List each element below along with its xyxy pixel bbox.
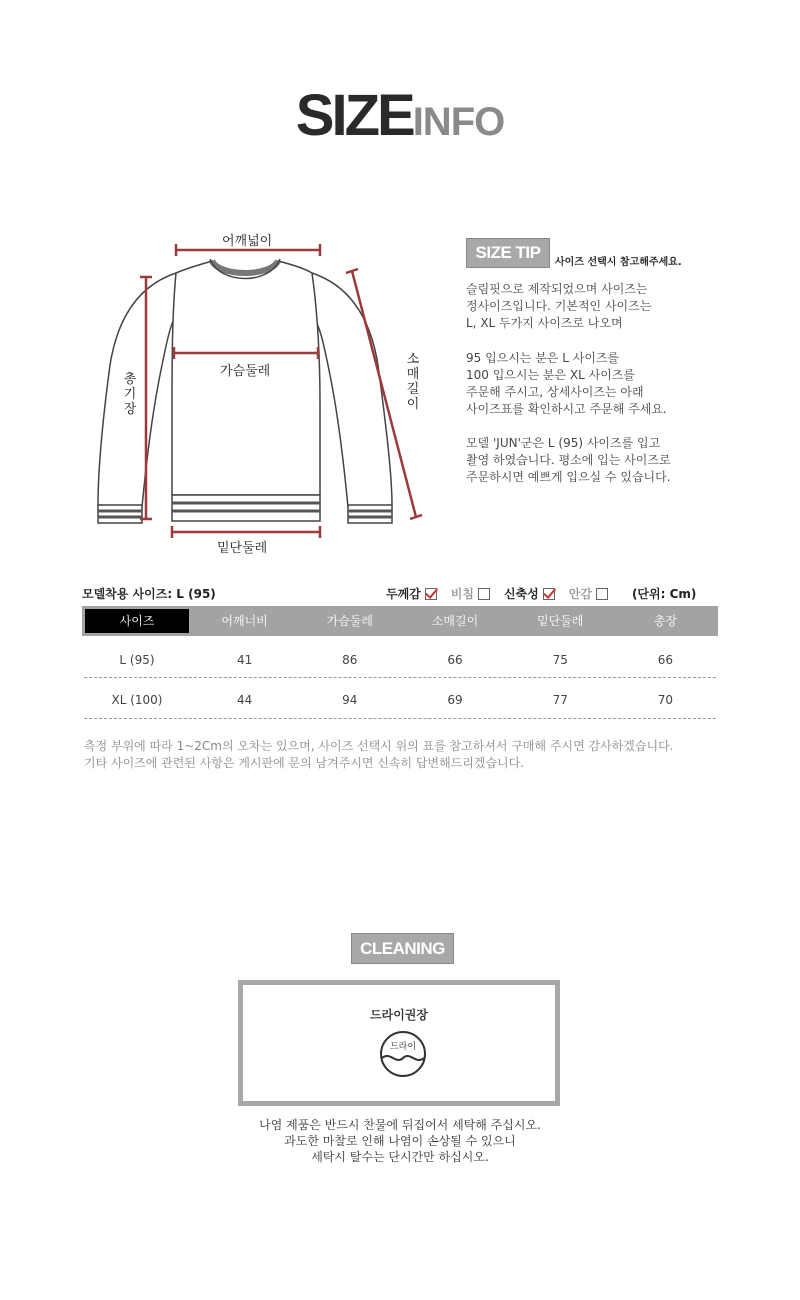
header-hem: 밑단둘레: [537, 614, 584, 628]
header-length: 총장: [653, 614, 677, 628]
unit-label: (단위: Cm): [631, 587, 697, 601]
table-cell: 41: [236, 653, 253, 667]
header-chest: 가슴둘레: [326, 614, 373, 628]
measurement-note: 측정 부위에 따라 1~2Cm의 오차는 있으며, 사이즈 선택시 위의 표를 참고하셔서 구매해 주시면 감사하겠습니다.: [84, 739, 674, 753]
table-row: [82, 653, 718, 667]
right-sleeve: [312, 273, 392, 507]
model-size: 모델착용 사이즈: L (95): [82, 587, 216, 601]
row-divider: [84, 677, 716, 678]
total-length-label: 총기장: [123, 372, 137, 417]
collar: [212, 261, 278, 273]
option-thickness-label: 두께감: [386, 587, 421, 601]
option-lining-checkbox: [596, 588, 608, 600]
table-cell: XL (100): [111, 693, 163, 707]
fabric-options: [386, 585, 696, 602]
header-size: 사이즈: [85, 609, 189, 633]
chest-label: 가슴둘레: [220, 364, 271, 379]
option-sheer-checkbox: [478, 588, 490, 600]
waistband: [172, 495, 320, 521]
right-cuff: [348, 505, 392, 523]
size-tip-paragraph-2: 95 입으시는 분은 L 사이즈를 100 입으시는 분은 XL 사이즈를 주문해 주시고, 상세사이즈는 아래 사이즈표를 확인하시고 주문해 주세요.: [466, 351, 667, 416]
wash-instruction-2: 과도한 마찰로 인해 나염이 손상될 수 있으니: [284, 1134, 516, 1148]
size-tip-badge: SIZE TIP: [466, 238, 550, 268]
dry-clean-icon-text: 드라이: [389, 1042, 417, 1052]
title-main: SIZE: [295, 83, 413, 148]
table-cell: L (95): [119, 653, 155, 667]
left-cuff: [98, 505, 142, 523]
size-tip-paragraph-3: 모델 'JUN'군은 L (95) 사이즈를 입고 촬영 하였습니다. 평소에 입는 사이즈로 주문하시면 예쁘게 입으실 수 있습니다.: [466, 436, 671, 484]
option-stretch-checkbox: [543, 588, 555, 600]
wash-instruction-3: 세탁시 탈수는 단시간만 하십시오.: [311, 1150, 489, 1164]
cleaning-badge: CLEANING: [351, 933, 454, 964]
option-sheer-label: 비침: [450, 587, 474, 601]
table-cell: 70: [657, 693, 674, 707]
care-label-text: 드라이권장: [370, 1008, 428, 1022]
option-thickness-checkbox: [425, 588, 437, 600]
wash-instruction-1: 나염 제품은 반드시 찬물에 뒤집어서 세탁해 주십시오.: [259, 1118, 541, 1132]
option-lining-label: 안감: [568, 587, 592, 601]
table-cell: 44: [236, 693, 253, 707]
header-sleeve: 소매길이: [431, 614, 479, 628]
table-cell: 66: [657, 653, 674, 667]
header-shoulder: 어깨너비: [221, 614, 268, 628]
inquiry-note: 기타 사이즈에 관련된 사항은 게시판에 문의 남겨주시면 신속히 답변해드리겠습니다.: [84, 756, 525, 770]
size-tip-paragraph-1: 슬림핏으로 제작되었으며 사이즈는 정사이즈입니다. 기본적인 사이즈는 L, XL 두가지 사이즈로 나오며: [466, 282, 652, 330]
page-title: [0, 82, 800, 149]
size-tip-caption: 사이즈 선택시 참고해주세요.: [555, 257, 682, 268]
table-cell: 69: [447, 693, 463, 707]
hem-label: 밑단둘레: [217, 541, 268, 556]
table-row: [82, 693, 718, 707]
dry-clean-icon: [379, 1030, 427, 1078]
title-sub: INFO: [412, 100, 505, 144]
sleeve-length-label: 소매길이: [406, 352, 420, 412]
row-divider: [84, 718, 716, 719]
table-cell: 94: [342, 693, 358, 707]
option-stretch-label: 신축성: [503, 587, 539, 601]
table-cell: 75: [552, 653, 568, 667]
size-table-header: [82, 606, 718, 636]
shoulder-label: 어깨넓이: [222, 234, 273, 249]
table-cell: 66: [447, 653, 463, 667]
table-cell: 86: [342, 653, 358, 667]
table-cell: 77: [552, 693, 568, 707]
